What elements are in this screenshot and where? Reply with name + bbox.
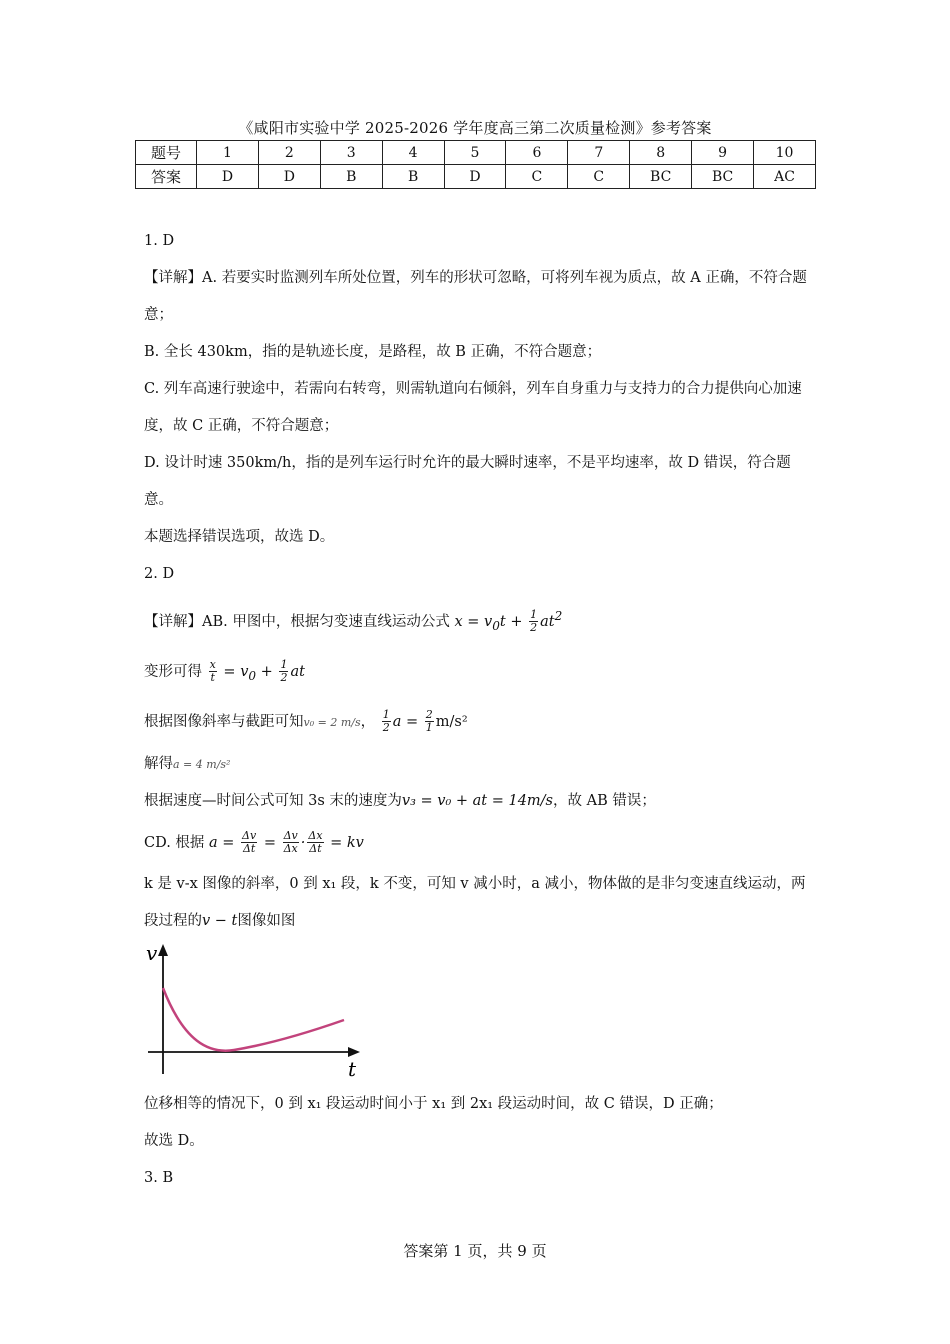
table-cell: D (197, 165, 259, 189)
table-cell: B (320, 165, 382, 189)
table-cell: 6 (506, 141, 568, 165)
q1-explanation-c: C. 列车高速行驶途中，若需向右转弯，则需轨道向右倾斜，列车自身重力与支持力的合力提供向心加速度，故 C 正确，不符合题意； (144, 381, 802, 434)
q2-line-7: k 是 v-x 图像的斜率，0 到 x₁ 段，k 不变，可知 v 减小时，a 减小，物体做的是非匀变速直线运动，两段过程的v − t图像如图 (144, 875, 806, 929)
table-cell: 3 (320, 141, 382, 165)
table-cell: 8 (630, 141, 692, 165)
table-cell: C (506, 165, 568, 189)
q1-explanation-b: B. 全长 430km，指的是轨迹长度，是路程，故 B 正确，不符合题意； (144, 344, 602, 360)
graph-x-arrow (348, 1047, 360, 1057)
formula-displacement: $x = v_0t$ + $\frac{1}{2}$ $at^2$ (454, 608, 563, 635)
table-cell: 2 (258, 141, 320, 165)
formula-rearranged: $\frac{x}{t}$ = $v_0$ + $\frac{1}{2}$ at (209, 658, 305, 685)
table-cell: BC (630, 165, 692, 189)
table-row (136, 165, 816, 189)
q2-line-8: 位移相等的情况下，0 到 x₁ 段运动时间小于 x₁ 到 2x₁ 段运动时间，故 C 错误，D 正确； (144, 1095, 723, 1112)
graph-curve (163, 988, 344, 1051)
vt-graph (144, 942, 374, 1082)
question-1-heading: 1. D (144, 233, 175, 249)
q2-line-4: 解得a = 4 m/s² (144, 755, 231, 772)
table-cell: D (258, 165, 320, 189)
table-cell: AC (754, 165, 816, 189)
graph-x-label: t (348, 1056, 357, 1081)
formula-slope: $\frac{1}{2}$ a = $\frac{2}{1}$ (382, 708, 433, 735)
table-cell: 4 (382, 141, 444, 165)
page-title: 《咸阳市实验中学 2025-2026 学年度高三第二次质量检测》参考答案 (238, 119, 712, 137)
answer-content (144, 223, 816, 1197)
table-cell: 1 (197, 141, 259, 165)
graph-y-label: v (146, 941, 158, 965)
q2-conclusion: 故选 D。 (144, 1132, 204, 1149)
q2-line-6: CD. 根据 a = $\frac{\Delta v}{\Delta t}$ = $\frac{\Delta v}{\Delta x}$ · $\frac{\Delta x}{\Delta t}$ = kv (144, 829, 364, 856)
q1-conclusion: 本题选择错误选项，故选 D。 (144, 529, 335, 545)
q1-explanation-a: 【详解】A. 若要实时监测列车所处位置，列车的形状可忽略，可将列车视为质点，故 A 正确，不符合题意； (144, 270, 807, 323)
answer-table (135, 140, 816, 189)
table-cell: B (382, 165, 444, 189)
formula-acceleration: a = $\frac{\Delta v}{\Delta t}$ = $\frac{\Delta v}{\Delta x}$ · $\frac{\Delta x}{\Delta t}$ = kv (209, 829, 364, 856)
question-2-heading: 2. D (144, 566, 175, 582)
q2-line-5: 根据速度—时间公式可知 3s 末的速度为v₃ = v₀ + at = 14m/s，故 AB 错误； (144, 792, 656, 809)
table-header-answer: 答案 (136, 165, 197, 189)
table-row (136, 141, 816, 165)
graph-y-arrow (158, 944, 168, 956)
table-cell: 7 (568, 141, 630, 165)
formula-velocity: v₃ = v₀ + at = 14m/s (401, 792, 554, 809)
q2-line-2: 变形可得 $\frac{x}{t}$ = $v_0$ + $\frac{1}{2}$ at (144, 658, 305, 685)
page-footer: 答案第 1 页，共 9 页 (403, 1242, 547, 1260)
table-cell: 5 (444, 141, 506, 165)
q2-line-1: 【详解】AB. 甲图中，根据匀变速直线运动公式 $x = v_0t$ + $\frac{1}{2}$ $at^2$ (144, 608, 563, 635)
q2-line-3: 根据图像斜率与截距可知v₀ = 2 m/s， $\frac{1}{2}$ a = $\frac{2}{1}$ m/s² (144, 708, 468, 735)
table-cell: 9 (692, 141, 754, 165)
a-value: a = 4 m/s² (173, 757, 231, 771)
question-3-heading: 3. B (144, 1169, 174, 1186)
table-header-number: 题号 (136, 141, 197, 165)
q1-explanation-d: D. 设计时速 350km/h，指的是列车运行时允许的最大瞬时速率，不是平均速率，故 D 错误，符合题意。 (144, 455, 791, 508)
table-cell: D (444, 165, 506, 189)
table-cell: 10 (754, 141, 816, 165)
table-cell: BC (692, 165, 754, 189)
v0-value: v₀ = 2 m/s (303, 715, 361, 729)
table-cell: C (568, 165, 630, 189)
